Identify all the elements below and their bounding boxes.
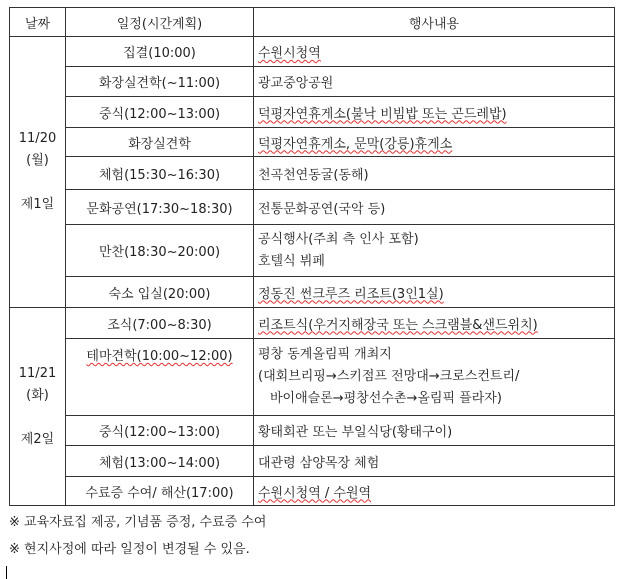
schedule-time: 중식(12:00~13:00) bbox=[66, 97, 254, 128]
event-content bbox=[254, 157, 615, 190]
schedule-time: 체험(15:30~16:30) bbox=[66, 157, 254, 190]
day2-weekday: (화) bbox=[26, 387, 49, 403]
table-row bbox=[10, 446, 615, 477]
schedule-time: 체험(13:00~14:00) bbox=[66, 446, 254, 477]
event-text: (대회브리핑→스키점프 전망대→크로스컨트리/ bbox=[258, 369, 520, 384]
table-row bbox=[10, 97, 615, 128]
header-content: 행사내용 bbox=[254, 8, 615, 37]
table-row bbox=[10, 339, 615, 416]
event-text: 전통문화공연(국악 등) bbox=[258, 201, 386, 217]
table-row bbox=[10, 37, 615, 67]
schedule-time: 만찬(18:30~20:00) bbox=[66, 225, 254, 277]
event-text: 덕평자연휴게소, 문막(강릉)휴게소 bbox=[258, 136, 453, 152]
table-row bbox=[10, 67, 615, 97]
event-text: 공식행사(주최 측 인사 포함) bbox=[258, 231, 419, 247]
event-text: 호텔식 뷔페 bbox=[258, 253, 325, 269]
schedule-time: 화장실견학 bbox=[66, 128, 254, 157]
event-content bbox=[254, 277, 615, 308]
event-text: 평창 동계올림픽 개최지 bbox=[258, 347, 392, 362]
day1-date-cell bbox=[10, 37, 66, 308]
event-text: 정동진 썬크루즈 리조트(3인1실) bbox=[258, 286, 444, 302]
table-row bbox=[10, 225, 615, 277]
event-content bbox=[254, 308, 615, 339]
table-row bbox=[10, 190, 615, 225]
event-text: 덕평자연휴게소(불낙 비빔밥 또는 곤드레밥) bbox=[258, 106, 507, 122]
schedule-time: 수료증 수여/ 해산(17:00) bbox=[66, 477, 254, 506]
schedule-time: 숙소 입실(20:00) bbox=[66, 277, 254, 308]
note-materials: ※ 교육자료집 제공, 기념품 증정, 수료증 수여 bbox=[9, 515, 267, 530]
day2-label: 제2일 bbox=[20, 431, 55, 447]
event-content bbox=[254, 67, 615, 97]
day2-date-cell bbox=[10, 308, 66, 506]
table-row bbox=[10, 157, 615, 190]
table-row bbox=[10, 308, 615, 339]
event-content bbox=[254, 128, 615, 157]
header-schedule: 일정(시간계획) bbox=[66, 8, 254, 37]
table-row bbox=[10, 128, 615, 157]
day1-weekday: (월) bbox=[26, 153, 49, 168]
event-content bbox=[254, 477, 615, 506]
notes bbox=[9, 510, 266, 564]
text-cursor bbox=[6, 566, 7, 579]
schedule-time: 중식(12:00~13:00) bbox=[66, 416, 254, 446]
schedule-time: 조식(7:00~8:30) bbox=[66, 308, 254, 339]
schedule-time bbox=[66, 339, 254, 416]
event-text: 리조트식(우거지해장국 또는 스크램블&샌드위치) bbox=[258, 317, 538, 333]
event-content bbox=[254, 37, 615, 67]
event-content bbox=[254, 225, 615, 277]
event-text: 수원시청역 bbox=[258, 46, 321, 61]
event-content bbox=[254, 339, 615, 416]
day1-date: 11/20 bbox=[18, 131, 57, 146]
event-content bbox=[254, 190, 615, 225]
header-date: 날짜 bbox=[10, 8, 66, 37]
event-text: 광교중앙공원 bbox=[258, 76, 334, 91]
schedule-time: 화장실견학(~11:00) bbox=[66, 67, 254, 97]
header-row bbox=[10, 8, 615, 37]
event-content bbox=[254, 446, 615, 477]
note-schedule-change: ※ 현지사정에 따라 일정이 변경될 수 있음. bbox=[9, 542, 250, 557]
event-text: 바이애슬론→평창선수촌→올림픽 플라자) bbox=[270, 391, 502, 406]
schedule-time: 집결(10:00) bbox=[66, 37, 254, 67]
event-content bbox=[254, 416, 615, 446]
schedule-table bbox=[9, 7, 615, 506]
event-content bbox=[254, 97, 615, 128]
day2-date: 11/21 bbox=[18, 365, 57, 381]
schedule-time: 문화공연(17:30~18:30) bbox=[66, 190, 254, 225]
event-text: 대관령 삼양목장 체험 bbox=[258, 455, 380, 471]
table-row bbox=[10, 416, 615, 446]
table-row bbox=[10, 277, 615, 308]
table-row bbox=[10, 477, 615, 506]
event-text: 수원시청역 / 수원역 bbox=[258, 485, 372, 501]
event-text: 황태회관 또는 부일식당(황태구이) bbox=[258, 425, 453, 440]
event-text: 천곡천연동굴(동해) bbox=[258, 167, 369, 183]
schedule-time-text: 테마견학(10:00~12:00) bbox=[86, 349, 233, 364]
day1-label: 제1일 bbox=[20, 197, 55, 212]
